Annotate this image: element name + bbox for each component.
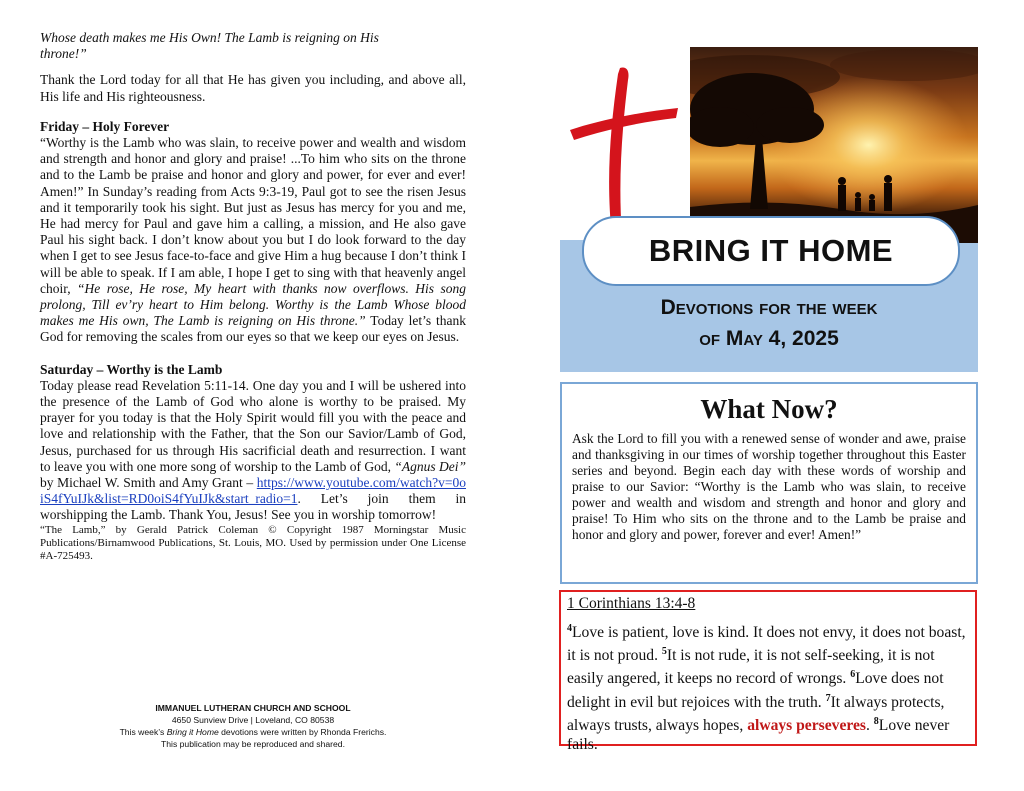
saturday-text-1: Today please read Revelation 5:11-14. One day you and I will be ushered into the presence of the Lamb of God who alone is worthy to be praised. My prayer for you today is that the Holy Spirit would fill you with the peace and love and relationship with the Father, that the Son our Savior/Lamb of God, Jesus, purchased for us through His sacrificial death and resurrection. I want to leave you with one more song of worship to the Lamb of God, [40, 377, 466, 474]
friday-heading: Friday – Holy Forever [40, 118, 170, 134]
saturday-text-3: . Let’s join them in worshipping the Lamb. Thank You, Jesus! See you in worship tomorrow! [40, 491, 466, 523]
youtube-link[interactable]: https://www.youtube.com/watch?v=0oiS4fYuIJk&list=RD0oiS4fYuIJk&start_radio=1 [40, 475, 466, 507]
friday-text-2: Today let’s thank God for removing the scales from our eyes so that we keep our eyes on Jesus. [40, 313, 466, 345]
verse-number: 4 [567, 623, 572, 634]
friday-lyric: “He rose, He rose, My heart with thanks now overflows. His song prolong, Till ev’ry heart to Him belong. Worthy is the Lamb Whose blood makes me His own, The Lamb is reigning on His throne.” [40, 280, 467, 329]
intro-paragraph: Thank the Lord today for all that He has given you including, and above all, His life and His righteousness. [40, 72, 466, 104]
cross-icon [560, 60, 680, 240]
verse-text: $^4$Love is patient, love is kind. It does not envy, it does not boast, it is not proud. $^5$It is not rude, it is not self-seeking, it is not easily angered, it keeps no record of wrongs. $^6$Love does not delight in evil but rejoices with the truth. $^7$It always protects, always trusts, always hopes, always perseveres. $^8$Love never fails. [567, 623, 966, 753]
what-now-heading: What Now? [700, 394, 838, 424]
red-cross-logo [560, 60, 680, 240]
sunset-family-photo [690, 47, 978, 243]
subtitle-line-1: Devotions for the week [660, 296, 878, 319]
verse-7-highlight: always perseveres [747, 716, 866, 734]
verse-4: Love is patient, love is kind. It does not envy, it does not boast, it is not proud. [567, 624, 966, 665]
church-footer [40, 702, 466, 750]
verse-6: Love does not delight in evil but rejoices with the truth. [567, 670, 944, 711]
verse-box [559, 590, 977, 753]
intro-quote: Whose death makes me His Own! The Lamb is reigning on His throne!” [40, 30, 379, 62]
friday-text-1: “Worthy is the Lamb who was slain, to receive power and wealth and wisdom and strength and honor and glory and praise! ...To him who sits on the throne and to the Lamb be praise and honor and glory and power, for ever and ever! Amen!” In Sunday’s reading from Acts 9:3-19, Paul got to see the risen Jesus and it temporarily took his sight. But just as Jesus has mercy for you and me, He had mercy for Paul and gave him a calling, a mission, and He also gave Paul his sight back. I don’t know about you but I do look forward to the day when I get to see Jesus face-to-face and give Him a hug because I don’t think I will be able to speak. If I am able, I hope I get to sing with that heavenly angel choir, [40, 135, 466, 296]
verse-7: It always protects, always trusts, always hopes, [567, 693, 945, 734]
saturday-text-2: by Michael W. Smith and Amy Grant – [40, 475, 254, 491]
author-pre: This week’s [119, 727, 165, 737]
saturday-body [40, 378, 466, 524]
church-name: IMMANUEL LUTHERAN CHURCH AND SCHOOL [155, 703, 351, 713]
left-column [40, 30, 466, 563]
author-post: devotions were written by Rhonda Frerichs. [221, 727, 387, 737]
author-line [40, 726, 466, 738]
church-address: 4650 Sunview Drive | Loveland, CO 80538 [171, 715, 335, 725]
verse-number: 6 [850, 669, 856, 681]
sunset-silhouette-image [690, 47, 978, 243]
page-title: BRING IT HOME [582, 216, 960, 286]
friday-body [40, 135, 466, 346]
verse-number: 8 [873, 715, 879, 727]
verse-number: 5 [661, 646, 667, 658]
subtitle [560, 292, 978, 354]
author-title: Bring it Home [166, 727, 219, 737]
subtitle-line-2: of May 4, 2025 [699, 327, 839, 350]
song-credit: “The Lamb,” by Gerald Patrick Coleman © Copyright 1987 Morningstar Music Publications/Birnamwood Publications, St. Louis, MO. Used by permission under One License #A-725493. [40, 523, 466, 562]
verse-reference: 1 Corinthians 13:4-8 [567, 595, 696, 612]
verse-5: It is not rude, it is not self-seeking, it is not easily angered, it keeps no record of wrongs. [567, 647, 935, 688]
song-title: “Agnus Dei” [394, 458, 467, 474]
verse-number: 7 [825, 692, 831, 704]
verse-8: Love never fails. [567, 716, 950, 753]
what-now-box [560, 382, 978, 584]
saturday-heading: Saturday – Worthy is the Lamb [40, 361, 223, 377]
reproduce-note: This publication may be reproduced and shared. [161, 739, 345, 749]
what-now-text: Ask the Lord to fill you with a renewed sense of wonder and awe, praise and thanksgiving in our times of worship together throughout this Easter series and beyond. Begin each day with these words of worship and praise to our Savior: “Worthy is the Lamb who was slain, to receive power and wealth and wisdom and strength and honor and glory and praise! To Him who sits on the throne and to the Lamb be praise and honor and glory and power, forever and ever! Amen!” [572, 431, 966, 542]
